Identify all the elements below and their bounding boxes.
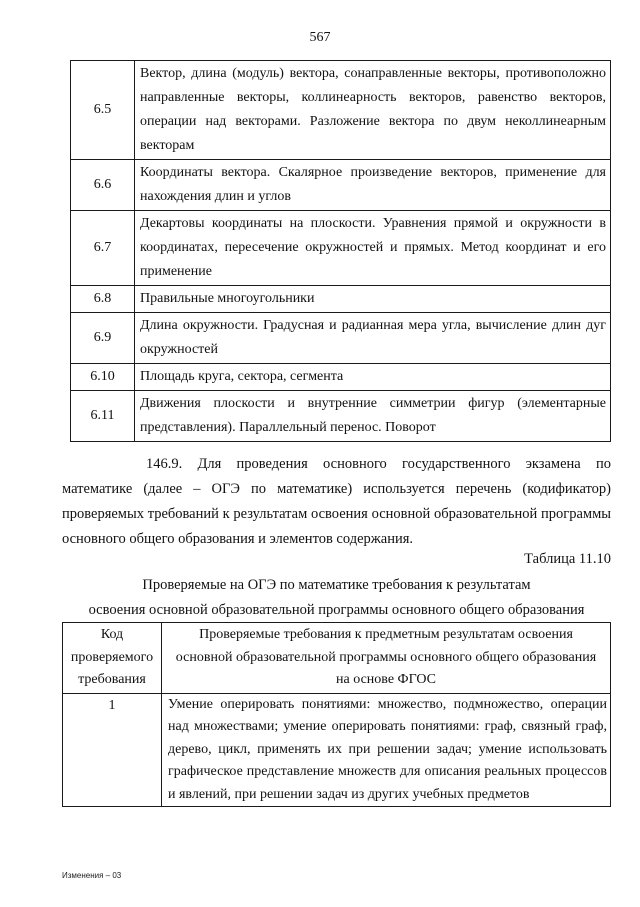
body-paragraph: 146.9. Для проведения основного государственного экзамена по математике (далее – ОГЭ по математике) используется перечень (кодификатор) проверяемых требований к результатам освоения основной образовательной программы основного общего образования и элементов содержания. — [62, 456, 611, 547]
table-row — [71, 313, 611, 364]
header-requirements-cell: Проверяемые требования к предметным результатам освоения основной образовательной программы основного общего образования на основе ФГОС — [162, 623, 611, 694]
table-header-row — [63, 623, 611, 694]
element-description: Декартовы координаты на плоскости. Уравнения прямой и окружности в координатах, пересечение окружностей и прямых. Метод координат и его применение — [135, 211, 611, 286]
table-caption — [62, 573, 611, 623]
requirements-table — [62, 622, 611, 807]
element-description: Площадь круга, сектора, сегмента — [135, 364, 611, 391]
element-description: Вектор, длина (модуль) вектора, сонаправленные векторы, противоположно направленные векторы, коллинеарность векторов, равенство векторов, операции над векторами. Разложение вектора по двум неколлинеарным векторам — [135, 61, 611, 160]
element-code: 6.11 — [71, 391, 135, 442]
element-code: 6.8 — [71, 286, 135, 313]
header-code-cell: Код проверяемого требования — [63, 623, 162, 694]
element-description: Координаты вектора. Скалярное произведение векторов, применение для нахождения длин и углов — [135, 160, 611, 211]
requirement-description: Умение оперировать понятиями: множество, подмножество, операции над множествами; умение оперировать понятиями: граф, связный граф, дерево, цикл, применять их при решении задач; умение использовать графическое представление множеств для описания реальных процессов и явлений, при решении задач из других учебных предметов — [162, 693, 611, 807]
table-caption-line: освоения основной образовательной программы основного общего образования — [88, 602, 585, 618]
table-row — [71, 364, 611, 391]
table-row — [71, 61, 611, 160]
table-row — [71, 391, 611, 442]
element-code: 6.5 — [71, 61, 135, 160]
page-number: 567 — [309, 30, 331, 45]
content-elements-table — [70, 60, 611, 442]
table-row — [63, 693, 611, 807]
element-description: Движения плоскости и внутренние симметрии фигур (элементарные представления). Параллельный перенос. Поворот — [135, 391, 611, 442]
element-code: 6.9 — [71, 313, 135, 364]
revision-footer: Изменения – 03 — [62, 871, 122, 880]
table-caption-line: Проверяемые на ОГЭ по математике требования к результатам — [142, 577, 531, 593]
table-row — [71, 286, 611, 313]
table-number-label: Таблица 11.10 — [524, 551, 611, 567]
requirement-code: 1 — [63, 693, 162, 807]
element-code: 6.6 — [71, 160, 135, 211]
table-row — [71, 211, 611, 286]
element-code: 6.7 — [71, 211, 135, 286]
table-row — [71, 160, 611, 211]
element-description: Правильные многоугольники — [135, 286, 611, 313]
element-code: 6.10 — [71, 364, 135, 391]
element-description: Длина окружности. Градусная и радианная мера угла, вычисление длин дуг окружностей — [135, 313, 611, 364]
